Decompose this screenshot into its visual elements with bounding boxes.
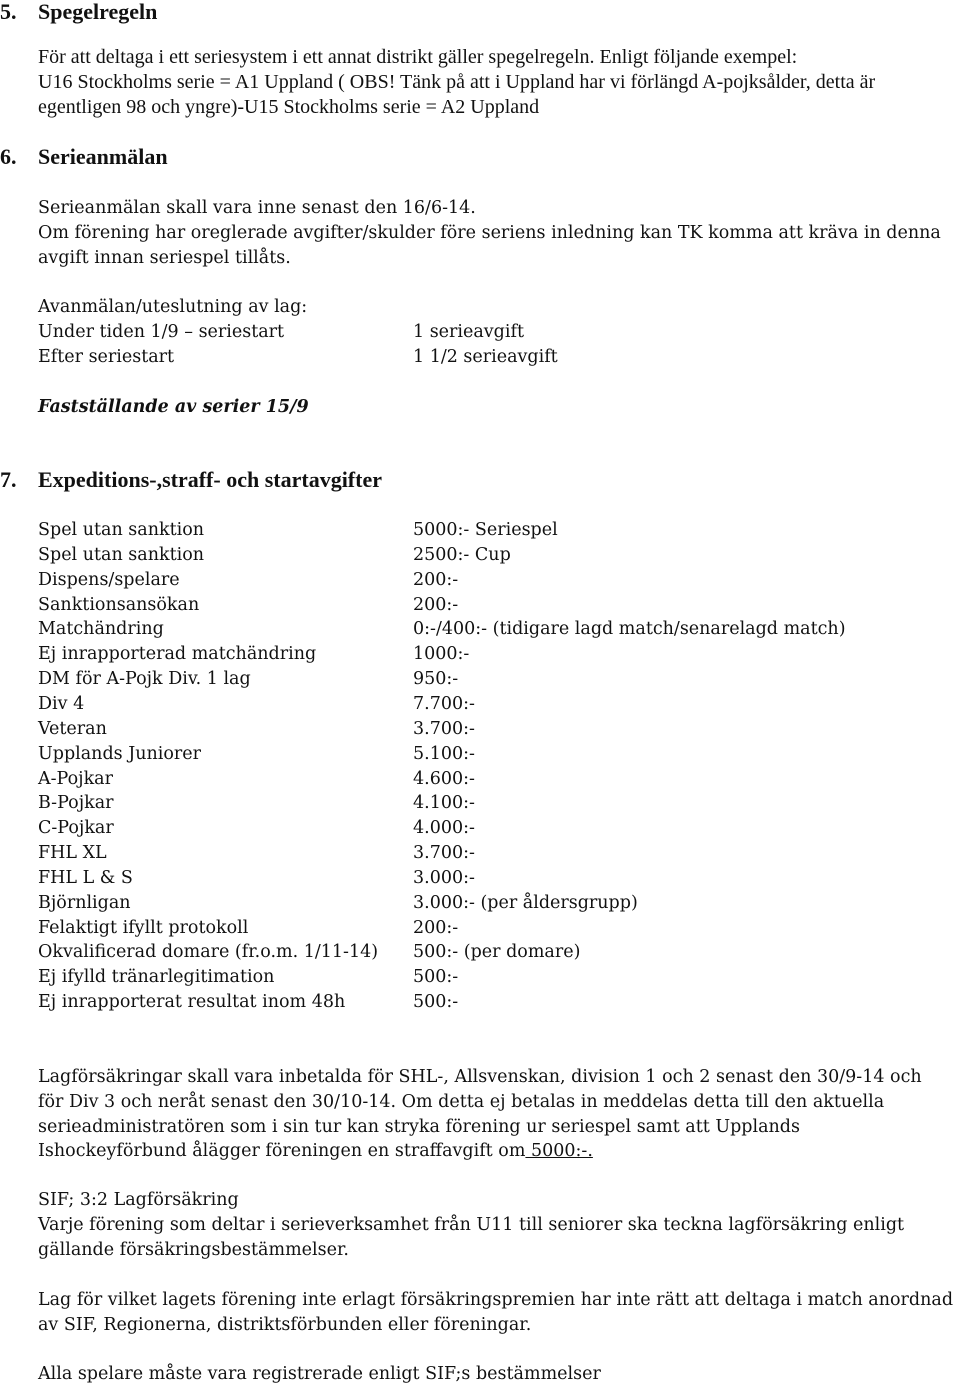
withdrawal-row — [38, 320, 938, 344]
text-line: För att deltaga i ett seriesystem i ett annat distrikt gäller spegelregeln. Enligt följande exempel: — [38, 46, 798, 68]
fee-value: 4.000:- — [413, 818, 475, 839]
withdrawal-value: 1 1/2 serieavgift — [413, 347, 558, 367]
insurance-text: Ishockeyförbund ålägger föreningen en straffavgift om — [38, 1141, 526, 1162]
fee-row — [38, 617, 938, 641]
fee-value: 200:- — [413, 594, 459, 615]
fee-value: 950:- — [413, 669, 459, 690]
registration-deadline — [38, 196, 941, 270]
fee-row — [38, 767, 938, 791]
text-line: U16 Stockholms serie = A1 Uppland ( OBS! Tänk på att i Uppland har vi förlängd A-pojksålder, detta är — [38, 70, 876, 93]
fee-value: 200:- — [413, 569, 459, 590]
withdrawal-label: Efter seriestart — [38, 347, 175, 367]
fee-label: B-Pojkar — [38, 793, 114, 814]
fee-value: 500:- — [413, 992, 459, 1013]
fee-value: 0:-/400:- (tidigare lagd match/senarelagd match) — [413, 619, 846, 640]
withdrawal-label: Under tiden 1/9 – seriestart — [38, 322, 285, 342]
fee-row — [38, 891, 938, 915]
fee-row — [38, 568, 938, 592]
registration-paragraph — [38, 1362, 601, 1387]
section-number: 7. — [0, 467, 17, 492]
fee-row — [38, 692, 938, 716]
fee-value: 4.100:- — [413, 793, 475, 814]
fee-label: DM för A-Pojk Div. 1 lag — [38, 669, 251, 690]
fee-row — [38, 841, 938, 865]
participation-paragraph — [38, 1288, 953, 1338]
fee-row — [38, 717, 938, 741]
mirror-rule-paragraph — [38, 45, 875, 119]
fee-value: 3.000:- (per åldersgrupp) — [413, 892, 638, 913]
fee-value: 200:- — [413, 917, 459, 938]
fee-label: Okvalificerad domare (fr.o.m. 1/11-14) — [38, 942, 379, 963]
text-line: Serieanmälan skall vara inne senast den 16/6-14. — [38, 198, 476, 218]
fee-value: 2500:- Cup — [413, 544, 511, 565]
text-line: serieadministratören som i sin tur kan stryka förening ur seriespel samt att Upplands — [38, 1116, 800, 1137]
section-title: Serieanmälan — [38, 144, 168, 169]
fee-value: 500:- — [413, 967, 459, 988]
text-line: egentligen 98 och yngre)-U15 Stockholms serie = A2 Uppland — [38, 95, 540, 118]
section-title: Expeditions-,straff- och startavgifter — [38, 467, 382, 492]
fee-row — [38, 742, 938, 766]
fee-label: Upplands Juniorer — [38, 743, 201, 764]
withdrawal-row — [38, 345, 938, 369]
sif-paragraph — [38, 1188, 904, 1262]
section-5-heading — [0, 0, 157, 24]
fee-value: 7.700:- — [413, 693, 475, 714]
fee-value: 1000:- — [413, 644, 470, 665]
fee-value: 5.100:- — [413, 743, 475, 764]
fee-value: 4.600:- — [413, 768, 475, 789]
fee-label: A-Pojkar — [38, 768, 113, 789]
fee-row — [38, 543, 938, 567]
fee-value: 3.700:- — [413, 843, 475, 864]
section-6-heading — [0, 145, 168, 169]
text-line: avgift innan seriespel tillåts. — [38, 247, 291, 268]
text-line: Alla spelare måste vara registrerade enligt SIF;s bestämmelser — [38, 1364, 601, 1384]
fee-value: 500:- (per domare) — [413, 942, 581, 963]
fee-label: FHL XL — [38, 843, 107, 864]
fee-row — [38, 593, 938, 617]
fixing-note: Fastställande av serier 15/9 — [38, 397, 309, 417]
withdrawal-value: 1 serieavgift — [413, 322, 524, 342]
text-line: av SIF, Regionerna, distriktsförbunden eller föreningar. — [38, 1314, 532, 1335]
fee-row — [38, 816, 938, 840]
fee-label: FHL L & S — [38, 867, 133, 888]
penalty-amount: 5000:-. — [525, 1141, 593, 1162]
text-line: gällande försäkringsbestämmelser. — [38, 1239, 349, 1260]
section-number: 6. — [0, 144, 17, 169]
fee-row — [38, 965, 938, 989]
text-line: SIF; 3:2 Lagförsäkring — [38, 1190, 239, 1210]
fee-value: 3.700:- — [413, 718, 475, 739]
fee-label: Spel utan sanktion — [38, 544, 205, 565]
fee-row — [38, 916, 938, 940]
fee-label: Veteran — [38, 718, 107, 739]
text-line: Avanmälan/uteslutning av lag: — [38, 297, 308, 317]
fee-label: C-Pojkar — [38, 818, 114, 839]
fee-row — [38, 940, 938, 964]
text-line: för Div 3 och neråt senast den 30/10-14. Om detta ej betalas in meddelas detta till den aktuella — [38, 1091, 885, 1112]
fee-label: Ej inrapporterad matchändring — [38, 644, 317, 665]
text-line: Varje förening som deltar i serieverksamhet från U11 till seniorer ska teckna lagförsäkring enligt — [38, 1214, 905, 1235]
fee-label: Björnligan — [38, 892, 131, 913]
fee-row — [38, 642, 938, 666]
fee-label: Ej ifylld tränarlegitimation — [38, 967, 275, 988]
fee-label: Felaktigt ifyllt protokoll — [38, 917, 249, 938]
section-title: Spegelregeln — [38, 0, 158, 24]
fee-value: 3.000:- — [413, 867, 475, 888]
text-line — [38, 1139, 922, 1164]
fee-row — [38, 990, 938, 1014]
withdrawal-heading — [38, 295, 307, 320]
fee-label: Ej inrapporterat resultat inom 48h — [38, 992, 346, 1013]
fee-label: Matchändring — [38, 619, 164, 640]
text-line: Lagförsäkringar skall vara inbetalda för SHL-, Allsvenskan, division 1 och 2 senast den 30/9-14 och — [38, 1067, 922, 1087]
fee-label: Dispens/spelare — [38, 569, 180, 590]
text-line: Om förening har oreglerade avgifter/skulder före seriens inledning kan TK komma att kräva in denna — [38, 222, 941, 243]
fee-row — [38, 667, 938, 691]
fee-label: Spel utan sanktion — [38, 520, 205, 540]
fee-label: Sanktionsansökan — [38, 594, 200, 615]
fee-label: Div 4 — [38, 693, 85, 714]
fee-row — [38, 518, 938, 542]
section-number: 5. — [0, 0, 17, 24]
fee-value: 5000:- Seriespel — [413, 520, 558, 540]
fee-row — [38, 791, 938, 815]
text-line: Lag för vilket lagets förening inte erlagt försäkringspremien har inte rätt att deltaga i match anordnad — [38, 1290, 954, 1310]
fee-row — [38, 866, 938, 890]
insurance-paragraph — [38, 1065, 922, 1164]
section-7-heading — [0, 468, 382, 492]
